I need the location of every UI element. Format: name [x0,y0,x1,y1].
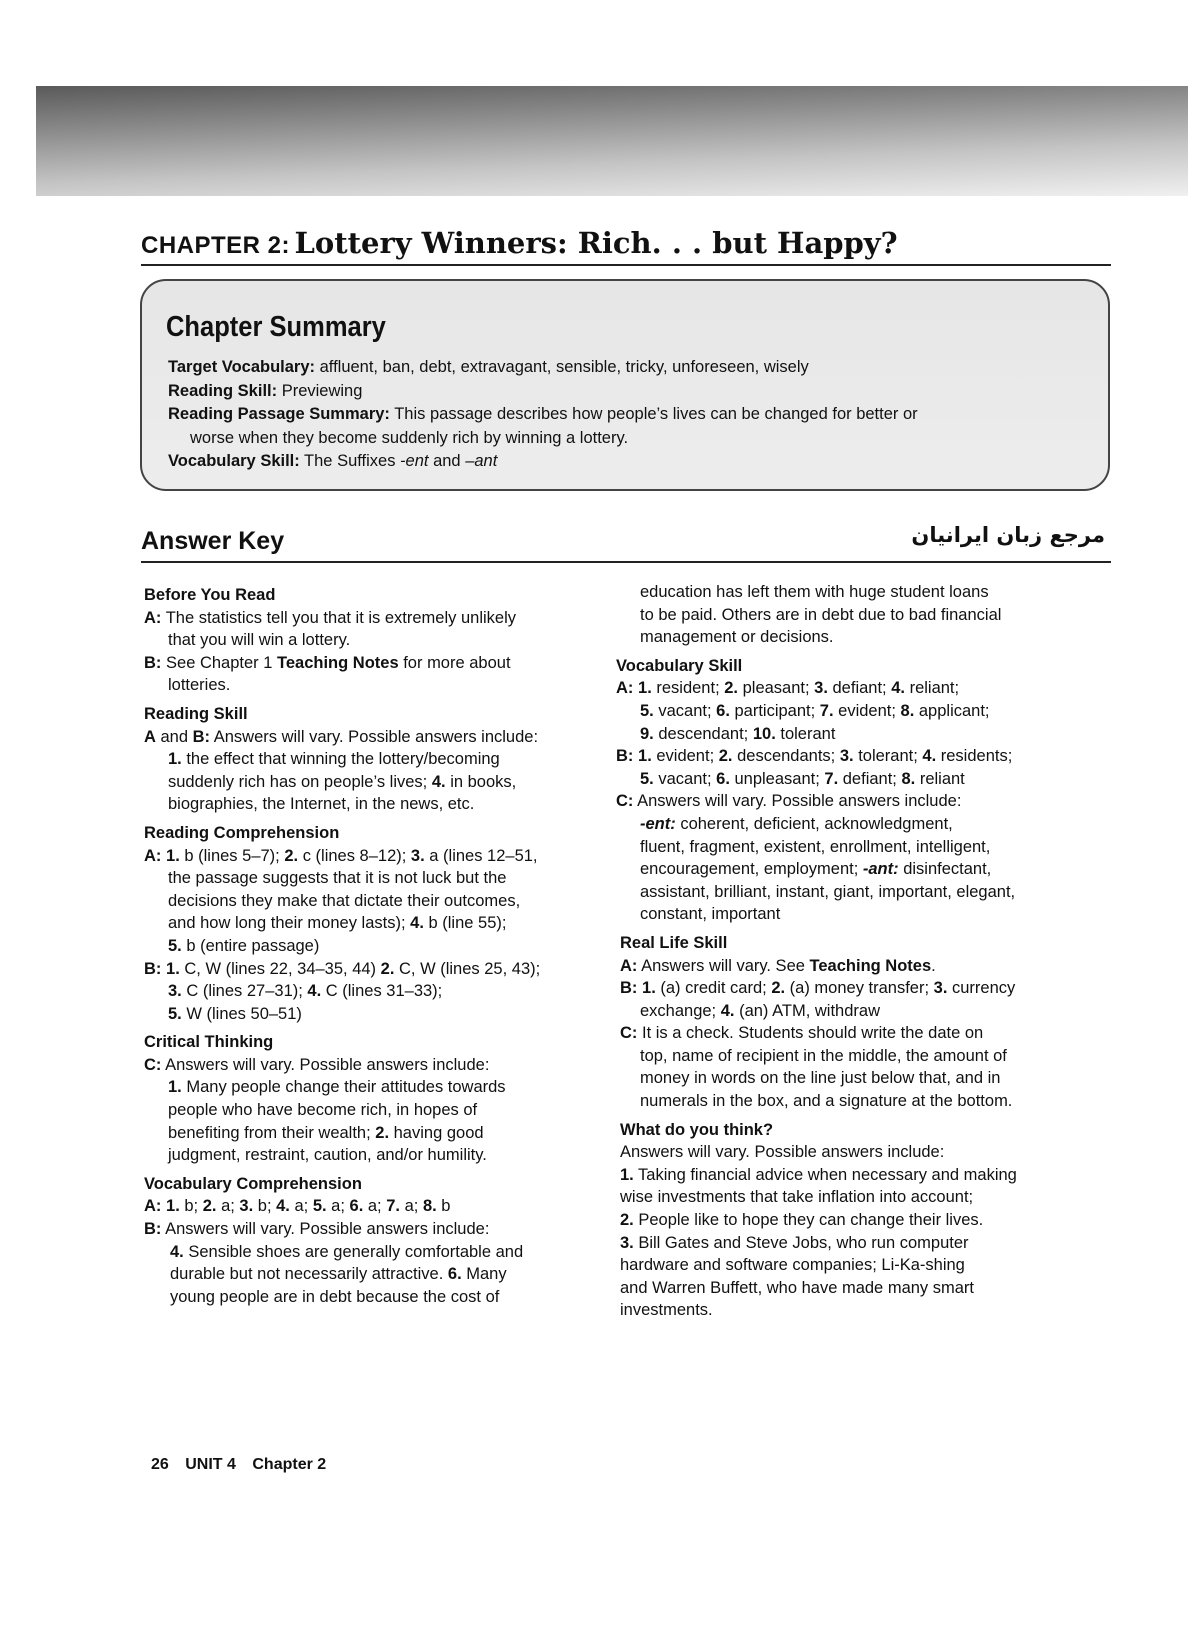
and: and [428,452,466,470]
answer-line [144,748,594,771]
text: exchange; [640,1001,721,1020]
item-number: 3. [933,979,948,998]
item-label: A: [144,1197,162,1216]
label: Reading Passage Summary: [168,405,390,423]
item-number: 9. [640,724,654,743]
answer-line [620,977,1110,1000]
answer-line [640,723,1110,746]
item-number: 4. [922,747,937,766]
item-number: 2. [771,979,786,998]
section-heading-before-you-read: Before You Read [144,586,276,604]
item-number: 5. [640,769,654,788]
item-number: 1. [620,1165,634,1184]
text: vacant; [653,701,717,720]
answer-line [144,1076,594,1099]
label: Vocabulary Skill: [168,452,300,470]
value: The Suffixes [304,452,401,470]
text: and [155,727,193,746]
answer-line [620,1164,1110,1187]
text: evident; [833,701,901,720]
summary-heading: Chapter Summary [166,311,386,343]
item-label: C: [144,1055,162,1074]
answer-line: money in words on the line just below that, and in [640,1069,1001,1088]
item-number: 2. [718,747,733,766]
chapter-label: CHAPTER 2: [141,232,291,259]
text: unpleasant; [729,769,825,788]
answer-line [144,1263,594,1286]
text: encouragement, employment; [640,860,863,879]
item-number: 3. [839,747,854,766]
answer-line [144,980,594,1003]
text-bold: Teaching Notes [277,653,399,672]
item-number: 2. [380,959,395,978]
text: suddenly rich has on people’s lives; [168,772,432,791]
footer-unit: UNIT 4 [185,1456,236,1473]
text: durable but not necessarily attractive. [170,1265,448,1284]
answer-line [620,1022,1110,1045]
text: a; [216,1197,240,1216]
item-number: 6. [716,769,730,788]
item-number: 4. [891,679,905,698]
item-number: 3. [410,846,425,865]
text: The statistics tell you that it is extremely unlikely [161,608,517,627]
left-column [144,584,594,1308]
text: Answers will vary. Possible answers include: [210,727,539,746]
answer-line: to be paid. Others are in debt due to bad financial [640,605,1002,624]
text: Bill Gates and Steve Jobs, who run computer [633,1233,969,1252]
answer-line [144,607,594,630]
text: a; [326,1197,350,1216]
text: (an) ATM, withdraw [734,1001,880,1020]
section-heading-critical-thinking: Critical Thinking [144,1033,274,1052]
text: b (lines 5–7); [179,846,285,865]
text-bold: Teaching Notes [809,956,932,975]
answer-line: wise investments that take inflation into account; [620,1188,974,1207]
text: C (lines 31–33); [321,982,443,1001]
page-footer [151,1456,338,1474]
answer-key-title: Answer Key [141,527,285,555]
text: C (lines 27–31); [181,982,308,1001]
text: b; [253,1197,277,1216]
text: C, W (lines 25, 43); [394,959,541,978]
answer-line [640,813,1110,836]
text: tolerant; [853,747,923,766]
answer-line [620,1209,1110,1232]
text: for more about [398,653,511,672]
item-label: B: [620,979,638,998]
section-heading-real-life-skill: Real Life Skill [620,933,728,952]
text: W (lines 50–51) [181,1004,302,1023]
item-number: 1. [166,959,180,978]
value: This passage describes how people’s lives can be changed for better or [394,405,918,423]
item-number: 4. [307,982,322,1001]
text: It is a check. Students should write the date on [637,1024,984,1043]
answer-line: management or decisions. [640,628,834,647]
summary-vocab-skill [168,450,1088,474]
summary-body [168,356,1088,474]
item-label: B: [616,747,634,766]
item-label: B: [192,727,211,746]
text: . [931,956,936,975]
text: disinfectant, [898,860,992,879]
text: benefiting from their wealth; [168,1123,376,1142]
item-number: 2. [375,1123,390,1142]
item-number: 4. [410,914,424,933]
text: descendant; [653,724,753,743]
text: a; [363,1197,387,1216]
answer-line: young people are in debt because the cost of [170,1287,500,1306]
item-label: A: [144,608,162,627]
answer-line: assistant, brilliant, instant, giant, important, elegant, [640,882,1016,901]
summary-passage [168,403,1088,427]
text: People like to hope they can change their lives. [633,1211,984,1230]
answer-line [144,652,594,675]
item-number: 2. [284,846,299,865]
suffix-ent: -ent [400,452,429,470]
text: C, W (lines 22, 34–35, 44) [179,959,381,978]
answer-line [616,745,1110,768]
text: Many [461,1265,507,1284]
item-number: 5. [168,1004,182,1023]
text: participant; [729,701,820,720]
item-label: B: [144,959,162,978]
page-number: 26 [151,1456,169,1473]
section-heading-what-do-you-think: What do you think? [620,1120,774,1139]
item-number: 1. [168,1078,182,1097]
item-number: 3. [168,982,182,1001]
text: defiant; [838,769,902,788]
answer-line [620,955,1110,978]
text: the effect that winning the lottery/becoming [181,750,500,769]
summary-target-vocab [168,356,1088,380]
item-number: 6. [447,1265,462,1284]
text: vacant; [653,769,717,788]
chapter-heading [141,226,1111,266]
item-number: 4. [431,772,446,791]
text: and how long their money lasts); [168,914,411,933]
item-number: 3. [814,679,828,698]
text: a (lines 12–51, [424,846,538,865]
item-number: 2. [202,1197,217,1216]
summary-reading-skill [168,380,1088,404]
suffix-ant-label: -ant: [862,860,899,879]
item-label: B: [144,1220,162,1239]
answer-line [144,1218,594,1241]
item-number: 10. [752,724,776,743]
text: defiant; [827,679,892,698]
item-number: 1. [166,846,180,865]
footer-chapter: Chapter 2 [252,1456,327,1473]
item-number: 2. [620,1211,634,1230]
chapter-summary-box [140,279,1110,491]
answer-line [144,771,594,794]
item-number: 5. [168,936,182,955]
header-banner [36,86,1188,196]
answer-line [640,768,1110,791]
answer-line [616,790,1110,813]
text: Answers will vary. Possible answers include: [633,792,962,811]
text: currency [947,979,1016,998]
answer-line: Answers will vary. Possible answers include: [620,1143,945,1162]
item-number: 1. [642,979,656,998]
answer-line [640,1000,1110,1023]
item-number: 5. [312,1197,327,1216]
item-number: 1. [168,750,182,769]
answer-line [640,700,1110,723]
item-number: 1. [638,679,652,698]
answer-line: lotteries. [168,676,231,695]
summary-passage-cont: worse when they become suddenly rich by winning a lottery. [190,428,629,447]
answer-line [144,845,594,868]
text: tolerant [775,724,836,743]
item-label: C: [620,1024,638,1043]
text: c (lines 8–12); [298,846,411,865]
item-number: 1. [166,1197,180,1216]
text: descendants; [732,747,840,766]
answer-line [144,1241,594,1264]
section-heading-vocabulary-comprehension: Vocabulary Comprehension [144,1174,362,1193]
item-label: A [144,727,156,746]
answer-line [144,1003,594,1026]
answer-line [620,1232,1110,1255]
answer-line: that you will win a lottery. [168,631,351,650]
suffix-ent-label: -ent: [640,814,676,833]
section-heading-reading-skill: Reading Skill [144,704,248,723]
answer-line: top, name of recipient in the middle, the amount of [640,1046,1007,1065]
item-number: 8. [901,769,916,788]
answer-line: biographies, the Internet, in the news, etc. [168,795,475,814]
text: reliant [915,769,965,788]
answer-line: people who have become rich, in hopes of [168,1101,478,1120]
item-number: 7. [824,769,839,788]
item-number: 3. [620,1233,634,1252]
text: Answers will vary. Possible answers include: [161,1055,490,1074]
answer-line [144,1054,594,1077]
answer-line: numerals in the box, and a signature at the bottom. [640,1092,1013,1111]
item-number: 3. [239,1197,254,1216]
answer-line: and Warren Buffett, who have made many smart [620,1278,975,1297]
persian-watermark-text: مرجع زبان ایرانیان [911,523,1105,547]
chapter-title: Lottery Winners: Rich. . . but Happy? [294,226,898,260]
text: Sensible shoes are generally comfortable and [183,1242,524,1261]
item-number: 8. [900,701,915,720]
text: (a) money transfer; [785,979,934,998]
text: a; [289,1197,313,1216]
suffix-ant: –ant [465,452,498,470]
section-heading-reading-comprehension: Reading Comprehension [144,823,340,842]
answer-line [144,1195,594,1218]
item-number: 4. [720,1001,735,1020]
item-label: A: [620,956,638,975]
text: in books, [445,772,517,791]
item-number: 6. [349,1197,364,1216]
text: Taking financial advice when necessary and making [633,1165,1017,1184]
item-number: 1. [638,747,652,766]
value: Previewing [281,381,363,400]
text: Answers will vary. See [637,956,810,975]
item-number: 2. [724,679,739,698]
answer-line: education has left them with huge student loans [640,583,989,601]
item-label: A: [616,679,634,698]
item-number: 6. [716,701,730,720]
text: pleasant; [738,679,815,698]
text: residents; [936,747,1013,766]
item-number: 7. [819,701,834,720]
item-number: 5. [640,701,654,720]
text: b; [179,1197,203,1216]
answer-line [144,958,594,981]
label: Reading Skill: [168,381,278,400]
answer-line: hardware and software companies; Li-Ka-shing [620,1256,965,1275]
label: Target Vocabulary: [168,358,316,376]
text: coherent, deficient, acknowledgment, [675,814,953,833]
item-number: 7. [386,1197,400,1216]
item-label: B: [144,653,162,672]
answer-line: judgment, restraint, caution, and/or humility. [168,1146,487,1165]
text: resident; [651,679,725,698]
item-label: A: [144,846,162,865]
item-number: 8. [422,1197,437,1216]
text: having good [389,1123,484,1142]
answer-line [144,726,594,749]
answer-line: constant, important [640,905,781,924]
section-heading-vocabulary-skill: Vocabulary Skill [616,656,743,675]
answer-line [144,912,594,935]
text: Answers will vary. Possible answers include: [161,1220,490,1239]
answer-line [144,935,594,958]
answer-line [640,858,1110,881]
answer-line: the passage suggests that it is not luck but the [168,869,507,888]
text: reliant; [904,679,960,698]
text: See Chapter 1 [161,653,277,672]
text: evident; [651,747,719,766]
text: Many people change their attitudes towards [181,1078,506,1097]
right-column [616,581,1110,1322]
answer-line [144,1122,594,1145]
answer-key-heading [141,523,1111,563]
value: affluent, ban, debt, extravagant, sensible, tricky, unforeseen, wisely [319,358,809,376]
text: b (entire passage) [181,936,320,955]
text: a; [400,1197,423,1216]
text: applicant; [914,701,990,720]
answer-line: investments. [620,1301,713,1320]
text: b [436,1197,451,1216]
answer-line [616,677,1110,700]
text: (a) credit card; [655,979,772,998]
answer-line: fluent, fragment, existent, enrollment, intelligent, [640,837,991,856]
item-number: 4. [276,1197,290,1216]
answer-line: decisions they make that dictate their outcomes, [168,891,521,910]
text: b (line 55); [423,914,507,933]
item-label: C: [616,792,634,811]
item-number: 4. [170,1242,184,1261]
